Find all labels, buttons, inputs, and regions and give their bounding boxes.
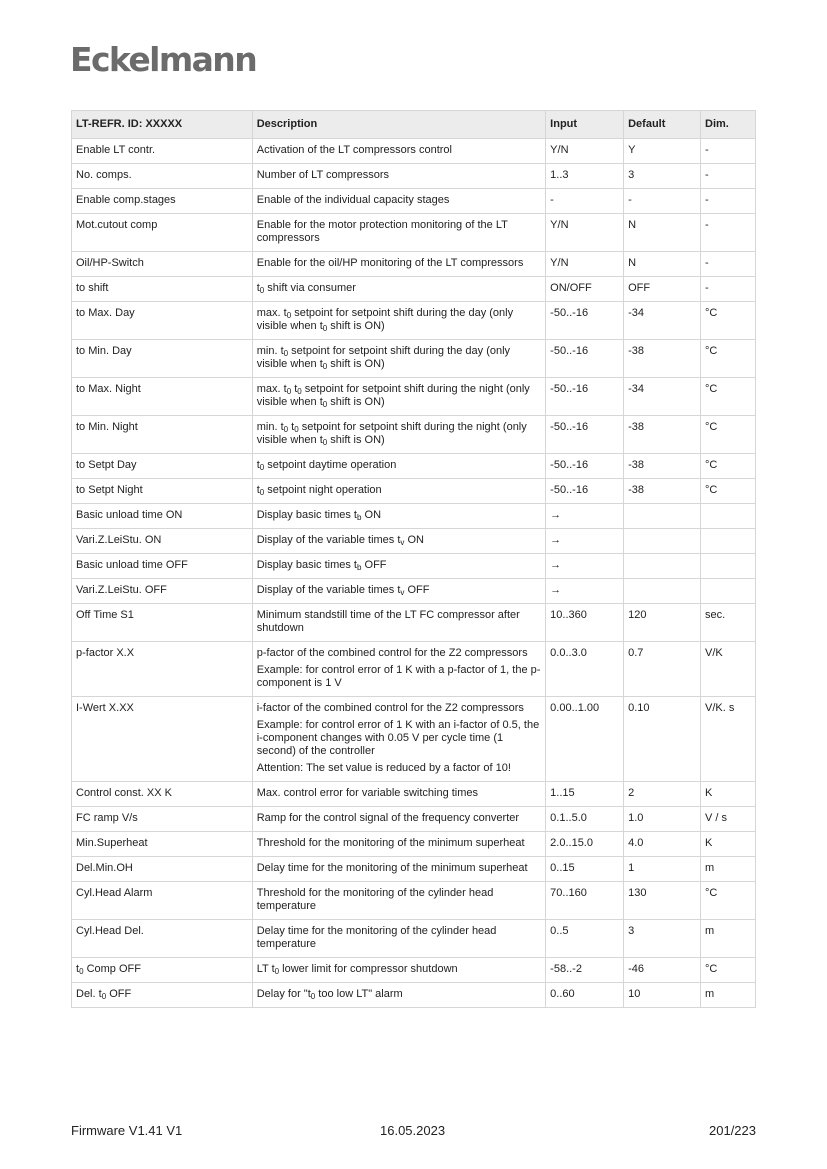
cell-input: 1..3 — [546, 164, 624, 189]
column-header-id: LT-REFR. ID: XXXXX — [72, 111, 253, 139]
table-row — [72, 807, 756, 832]
cell-input: Y/N — [546, 214, 624, 252]
cell-description — [252, 252, 545, 277]
table-row — [72, 479, 756, 504]
cell-default: -46 — [624, 958, 701, 983]
description-paragraph: Example: for control error of 1 K with a p-factor of 1, the p-component is 1 V — [256, 664, 541, 689]
cell-id: Vari.Z.LeiStu. OFF — [72, 579, 253, 604]
cell-input: ON/OFF — [546, 277, 624, 302]
cell-default: 120 — [624, 604, 701, 642]
description-paragraph: LT $t_0$ lower limit for compressor shutdown — [256, 963, 458, 976]
cell-input: 2.0..15.0 — [546, 832, 624, 857]
description-paragraph: Number of LT compressors — [256, 169, 389, 181]
description-paragraph: $t_0$ setpoint night operation — [256, 484, 382, 497]
cell-dim: °C — [701, 340, 756, 378]
cell-description — [252, 882, 545, 920]
table-row — [72, 642, 756, 697]
cell-default: 1.0 — [624, 807, 701, 832]
description-paragraph: Minimum standstill time of the LT FC compressor after shutdown — [256, 609, 520, 634]
cell-dim: °C — [701, 416, 756, 454]
cell-default: 2 — [624, 782, 701, 807]
cell-id: Off Time S1 — [72, 604, 253, 642]
description-paragraph: min. $t_0$ $t_0$ setpoint for setpoint shift during the night (only visible when $t_0$ shift is ON) — [256, 421, 527, 447]
cell-dim: sec. — [701, 604, 756, 642]
cell-input: 1..15 — [546, 782, 624, 807]
cell-dim: °C — [701, 454, 756, 479]
cell-description — [252, 416, 545, 454]
description-paragraph: Enable for the motor protection monitoring of the LT compressors — [256, 219, 508, 244]
cell-description — [252, 642, 545, 697]
table-row — [72, 416, 756, 454]
cell-dim: V/K. s — [701, 697, 756, 782]
footer-date: 16.05.2023 — [380, 1123, 446, 1138]
description-paragraph: Delay for "$t_0$ too low LT" alarm — [256, 988, 403, 1001]
cell-id: Cyl.Head Del. — [72, 920, 253, 958]
cell-description — [252, 697, 545, 782]
table-row — [72, 958, 756, 983]
description-paragraph: Display basic times $t_b$ ON — [256, 509, 382, 522]
cell-default — [624, 504, 701, 529]
cell-id: to Max. Day — [72, 302, 253, 340]
cell-default: -34 — [624, 302, 701, 340]
table-row — [72, 277, 756, 302]
cell-id: Basic unload time ON — [72, 504, 253, 529]
cell-dim: K — [701, 782, 756, 807]
cell-id: Enable LT contr. — [72, 139, 253, 164]
cell-id: $t_0$ Comp OFF — [72, 958, 253, 983]
cell-dim — [701, 579, 756, 604]
cell-description — [252, 554, 545, 579]
cell-default: N — [624, 214, 701, 252]
cell-dim — [701, 504, 756, 529]
table-row — [72, 782, 756, 807]
cell-input: → — [546, 554, 624, 579]
cell-input: -50..-16 — [546, 378, 624, 416]
cell-id: FC ramp V/s — [72, 807, 253, 832]
cell-default — [624, 529, 701, 554]
cell-description — [252, 529, 545, 554]
description-paragraph: Display of the variable times $t_v$ OFF — [256, 584, 430, 597]
cell-dim: m — [701, 857, 756, 882]
cell-dim: m — [701, 983, 756, 1008]
cell-id: Min.Superheat — [72, 832, 253, 857]
description-paragraph: Ramp for the control signal of the frequency converter — [256, 812, 520, 824]
cell-input: 0.00..1.00 — [546, 697, 624, 782]
table-row — [72, 857, 756, 882]
table-row — [72, 164, 756, 189]
cell-input: - — [546, 189, 624, 214]
cell-dim: - — [701, 277, 756, 302]
table-row — [72, 454, 756, 479]
cell-input: 0..5 — [546, 920, 624, 958]
cell-dim: K — [701, 832, 756, 857]
cell-input: → — [546, 529, 624, 554]
cell-default: N — [624, 252, 701, 277]
description-paragraph: max. $t_0$ $t_0$ setpoint for setpoint shift during the night (only visible when $t_0$ shift is ON) — [256, 383, 530, 409]
cell-dim: V/K — [701, 642, 756, 697]
cell-description — [252, 302, 545, 340]
column-header-description: Description — [252, 111, 545, 139]
description-paragraph: Enable for the oil/HP monitoring of the LT compressors — [256, 257, 524, 269]
cell-input: → — [546, 504, 624, 529]
table-row — [72, 832, 756, 857]
cell-description — [252, 378, 545, 416]
column-header-default: Default — [624, 111, 701, 139]
cell-description — [252, 983, 545, 1008]
cell-input: -50..-16 — [546, 340, 624, 378]
cell-id: Control const. XX K — [72, 782, 253, 807]
cell-default: -38 — [624, 340, 701, 378]
description-paragraph: i-factor of the combined control for the Z2 compressors — [256, 702, 524, 714]
page-footer — [71, 1123, 756, 1139]
cell-input: -50..-16 — [546, 416, 624, 454]
cell-id: Basic unload time OFF — [72, 554, 253, 579]
cell-default: 130 — [624, 882, 701, 920]
cell-default: 0.10 — [624, 697, 701, 782]
cell-id: Oil/HP-Switch — [72, 252, 253, 277]
cell-description — [252, 479, 545, 504]
cell-input: Y/N — [546, 252, 624, 277]
cell-default: 0.7 — [624, 642, 701, 697]
cell-description — [252, 807, 545, 832]
description-paragraph: p-factor of the combined control for the Z2 compressors — [256, 647, 528, 659]
cell-description — [252, 214, 545, 252]
description-paragraph: Attention: The set value is reduced by a factor of 10! — [256, 762, 511, 774]
footer-firmware: Firmware V1.41 V1 — [71, 1123, 183, 1138]
cell-dim: °C — [701, 378, 756, 416]
table-row — [72, 252, 756, 277]
table-row — [72, 139, 756, 164]
description-paragraph: Delay time for the monitoring of the minimum superheat — [256, 862, 528, 874]
cell-description — [252, 340, 545, 378]
description-paragraph: Delay time for the monitoring of the cylinder head temperature — [256, 925, 497, 950]
cell-dim — [701, 529, 756, 554]
cell-id: Enable comp.stages — [72, 189, 253, 214]
cell-default: 1 — [624, 857, 701, 882]
description-paragraph: $t_0$ setpoint daytime operation — [256, 459, 397, 472]
description-paragraph: max. $t_0$ setpoint for setpoint shift during the day (only visible when $t_0$ shift is ON) — [256, 307, 514, 333]
cell-id: No. comps. — [72, 164, 253, 189]
cell-description — [252, 579, 545, 604]
table-row — [72, 378, 756, 416]
cell-input: 0..60 — [546, 983, 624, 1008]
cell-input: → — [546, 579, 624, 604]
table-row — [72, 189, 756, 214]
cell-default: 4.0 — [624, 832, 701, 857]
cell-default: - — [624, 189, 701, 214]
cell-default — [624, 579, 701, 604]
cell-dim: - — [701, 214, 756, 252]
table-row — [72, 340, 756, 378]
cell-default: -38 — [624, 479, 701, 504]
cell-description — [252, 504, 545, 529]
description-paragraph: Threshold for the monitoring of the cylinder head temperature — [256, 887, 494, 912]
description-paragraph: Threshold for the monitoring of the minimum superheat — [256, 837, 525, 849]
description-paragraph: Display basic times $t_b$ OFF — [256, 559, 387, 572]
cell-input: -58..-2 — [546, 958, 624, 983]
table-header-row — [72, 111, 756, 139]
cell-default: 10 — [624, 983, 701, 1008]
cell-dim: V / s — [701, 807, 756, 832]
cell-input: -50..-16 — [546, 454, 624, 479]
cell-id: I-Wert X.XX — [72, 697, 253, 782]
table-row — [72, 697, 756, 782]
table-body — [72, 139, 756, 1008]
column-header-dim: Dim. — [701, 111, 756, 139]
cell-id: to Setpt Day — [72, 454, 253, 479]
cell-id: Vari.Z.LeiStu. ON — [72, 529, 253, 554]
cell-input: 0.0..3.0 — [546, 642, 624, 697]
cell-dim: - — [701, 252, 756, 277]
cell-description — [252, 958, 545, 983]
cell-description — [252, 920, 545, 958]
cell-dim: °C — [701, 302, 756, 340]
cell-description — [252, 164, 545, 189]
description-paragraph: min. $t_0$ setpoint for setpoint shift during the day (only visible when $t_0$ shift is ON) — [256, 345, 511, 371]
cell-id: p-factor X.X — [72, 642, 253, 697]
cell-dim: °C — [701, 958, 756, 983]
cell-dim: - — [701, 189, 756, 214]
description-paragraph: Enable of the individual capacity stages — [256, 194, 450, 206]
cell-description — [252, 857, 545, 882]
parameter-table — [71, 110, 756, 1008]
table-row — [72, 604, 756, 642]
table-row — [72, 554, 756, 579]
eckelmann-logo: Eckelmann — [70, 40, 257, 79]
cell-dim: - — [701, 139, 756, 164]
cell-id: to Min. Day — [72, 340, 253, 378]
cell-description — [252, 832, 545, 857]
cell-id: to Min. Night — [72, 416, 253, 454]
cell-id: Del. $t_0$ OFF — [72, 983, 253, 1008]
description-paragraph: Example: for control error of 1 K with an i-factor of 0.5, the i-component changes with 0.05 V per cycle time (1 second) of the controller — [256, 719, 540, 757]
cell-dim: m — [701, 920, 756, 958]
description-paragraph: Activation of the LT compressors control — [256, 144, 452, 156]
description-paragraph: Max. control error for variable switching times — [256, 787, 479, 799]
cell-id: Del.Min.OH — [72, 857, 253, 882]
cell-description — [252, 189, 545, 214]
cell-default: 3 — [624, 164, 701, 189]
cell-default: -38 — [624, 416, 701, 454]
cell-input: -50..-16 — [546, 302, 624, 340]
cell-description — [252, 277, 545, 302]
cell-input: Y/N — [546, 139, 624, 164]
cell-default: -38 — [624, 454, 701, 479]
cell-dim — [701, 554, 756, 579]
cell-default: Y — [624, 139, 701, 164]
table-row — [72, 920, 756, 958]
cell-default: 3 — [624, 920, 701, 958]
cell-description — [252, 139, 545, 164]
cell-input: -50..-16 — [546, 479, 624, 504]
cell-input: 70..160 — [546, 882, 624, 920]
cell-id: to Max. Night — [72, 378, 253, 416]
cell-default — [624, 554, 701, 579]
cell-dim: °C — [701, 479, 756, 504]
description-paragraph: $t_0$ shift via consumer — [256, 282, 356, 295]
cell-id: Mot.cutout comp — [72, 214, 253, 252]
table-row — [72, 504, 756, 529]
cell-id: to Setpt Night — [72, 479, 253, 504]
cell-input: 0..15 — [546, 857, 624, 882]
cell-description — [252, 454, 545, 479]
cell-default: -34 — [624, 378, 701, 416]
cell-dim: °C — [701, 882, 756, 920]
table-row — [72, 302, 756, 340]
column-header-input: Input — [546, 111, 624, 139]
cell-input: 10..360 — [546, 604, 624, 642]
description-paragraph: Display of the variable times $t_v$ ON — [256, 534, 424, 547]
table-row — [72, 214, 756, 252]
table-row — [72, 882, 756, 920]
cell-id: to shift — [72, 277, 253, 302]
cell-id: Cyl.Head Alarm — [72, 882, 253, 920]
table-row — [72, 983, 756, 1008]
cell-default: OFF — [624, 277, 701, 302]
cell-input: 0.1..5.0 — [546, 807, 624, 832]
footer-page-number: 201/223 — [709, 1123, 756, 1138]
table-row — [72, 529, 756, 554]
cell-description — [252, 782, 545, 807]
cell-dim: - — [701, 164, 756, 189]
table-row — [72, 579, 756, 604]
cell-description — [252, 604, 545, 642]
